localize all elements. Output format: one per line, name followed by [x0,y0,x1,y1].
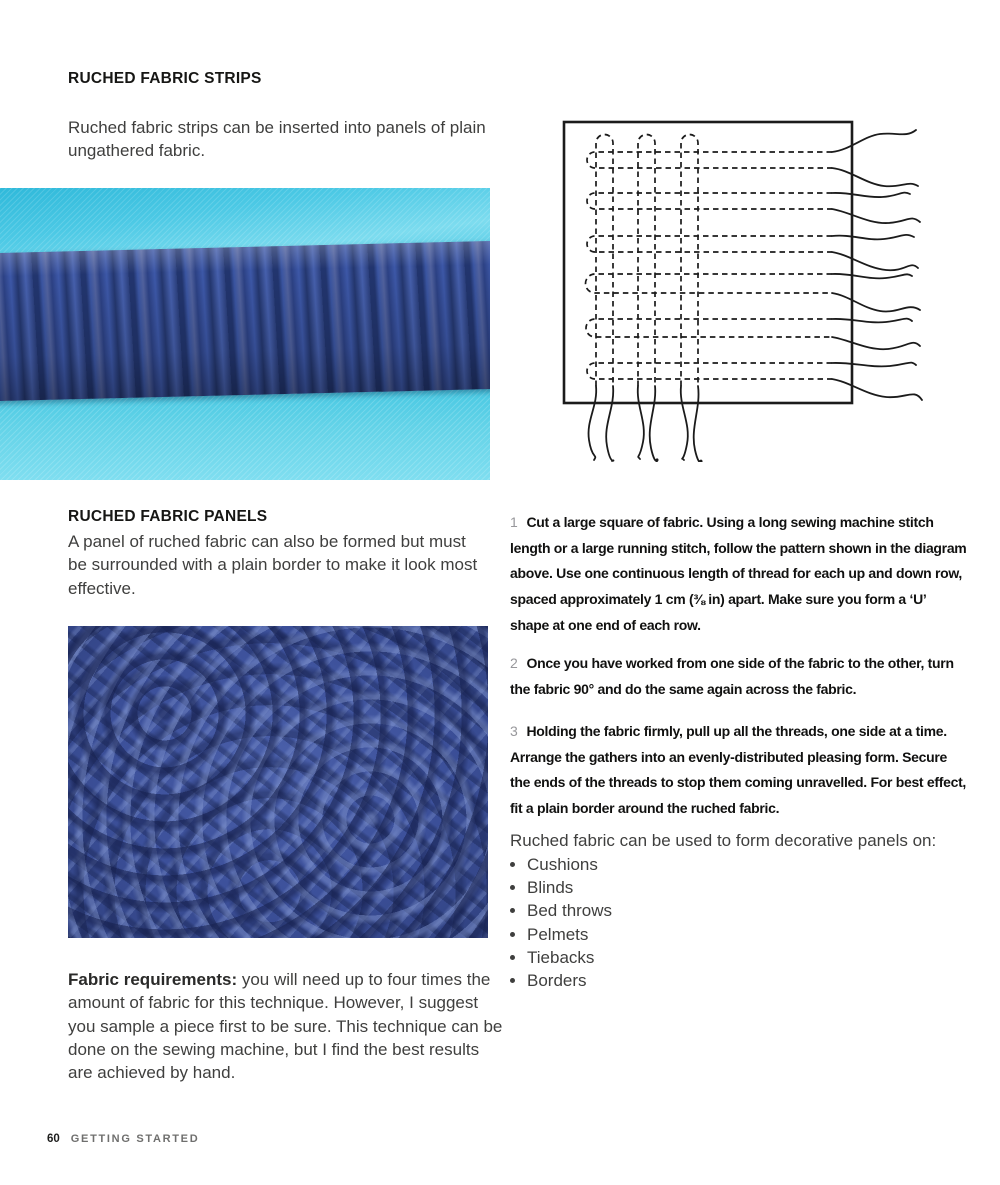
uses-list [527,853,612,992]
use-item: • Cushions [527,853,612,876]
use-item: • Borders [527,969,612,992]
use-item: • Pelmets [527,923,612,946]
ruched-panel-photo [68,626,488,938]
step-3-number: 3 [510,723,518,739]
ruched-strip-photo [0,188,490,480]
stitch-pattern-diagram [554,110,926,462]
step-3 [510,719,968,822]
step-2-number: 2 [510,655,518,671]
page-footer [47,1129,199,1147]
fabric-requirements-text: you will need up to four times the amount of fabric for this technique. However, I suggest you sample a piece first to be sure. This technique can be done on the sewing machine, but I find the best results are achieved by hand. [68,970,503,1083]
step-1 [510,510,968,639]
use-item: • Blinds [527,876,612,899]
step-1-text: Cut a large square of fabric. Using a long sewing machine stitch length or a large running stitch, follow the pattern shown in the diagram above. Use one continuous length of thread for each up and down row, spaced approximately 1 cm (⅜ in) apart. Make sure you form a ‘U’ shape at one end of each row. [510,514,967,633]
strips-heading: RUCHED FABRIC STRIPS [68,70,262,87]
panels-intro: A panel of ruched fabric can also be formed but must be surrounded with a plain border to make it look most effective. [68,532,478,598]
step-1-number: 1 [510,514,518,530]
step-2 [510,651,968,702]
strips-intro: Ruched fabric strips can be inserted into panels of plain ungathered fabric. [68,118,486,161]
fabric-square-outline [564,122,852,403]
uses-intro: Ruched fabric can be used to form decorative panels on: [510,831,937,850]
panels-heading: RUCHED FABRIC PANELS [68,508,268,525]
fabric-requirements-label: Fabric requirements: [68,970,238,989]
use-item: • Bed throws [527,899,612,922]
page-number: 60 [47,1133,60,1145]
fabric-requirements [68,968,506,1084]
use-item: • Tiebacks [527,946,612,969]
step-2-text: Once you have worked from one side of the fabric to the other, turn the fabric 90° and do the same again across the fabric. [510,655,954,697]
ruched-strip-band [0,241,490,401]
step-3-text: Holding the fabric firmly, pull up all the threads, one side at a time. Arrange the gathers into an evenly-distributed pleasing form. Secure the ends of the threads to stop them coming unravelled. For best effect, fit a plain border around the ruched fabric. [510,723,967,817]
section-title: GETTING STARTED [70,1133,200,1145]
